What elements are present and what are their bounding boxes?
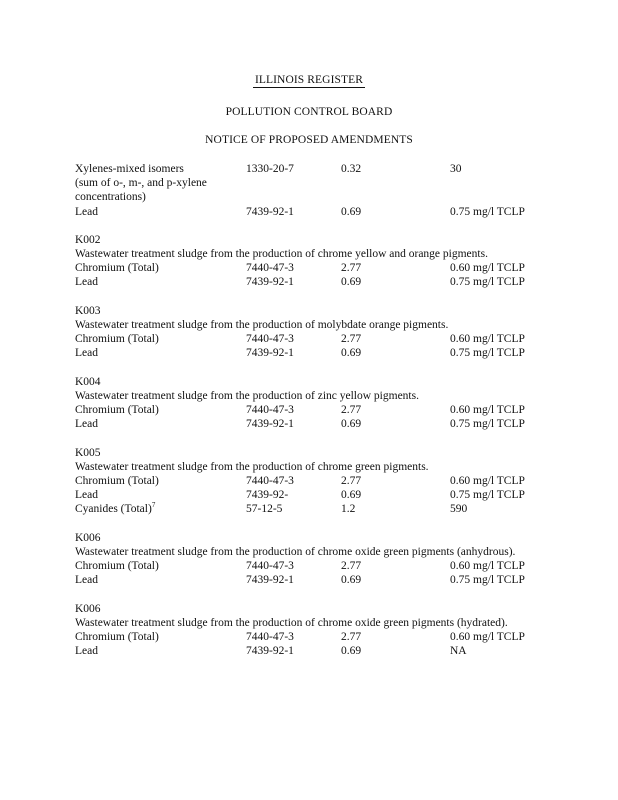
wastewater-standard: 0.69 <box>341 347 362 359</box>
wastewater-standard: 1.2 <box>341 503 356 515</box>
wastewater-standard: 2.77 <box>341 475 362 487</box>
wastewater-standard: 2.77 <box>341 262 362 274</box>
nonwastewater-standard: 0.60 mg/l TCLP <box>450 333 525 345</box>
wastewater-standard: 2.77 <box>341 560 362 572</box>
nonwastewater-standard: NA <box>450 645 467 657</box>
nonwastewater-standard: 0.60 mg/l TCLP <box>450 404 525 416</box>
cas-number: 7439-92-1 <box>246 347 294 359</box>
constituent-name: Lead <box>75 574 98 586</box>
cas-number: 1330-20-7 <box>246 163 294 175</box>
wastewater-standard: 0.69 <box>341 645 362 657</box>
waste-code: K006 <box>75 532 101 544</box>
waste-description: Wastewater treatment sludge from the production of chrome oxide green pigments (hydrated). <box>75 617 508 629</box>
waste-description: Wastewater treatment sludge from the production of chrome green pigments. <box>75 461 429 473</box>
cas-number: 7439-92-1 <box>246 276 294 288</box>
constituent-name: Chromium (Total) <box>75 404 159 416</box>
constituent-name: Xylenes-mixed isomers <box>75 163 184 175</box>
wastewater-standard: 2.77 <box>341 333 362 345</box>
constituent-name-cont: (sum of o-, m-, and p-xylene <box>75 177 207 189</box>
register-title: ILLINOIS REGISTER <box>254 74 364 86</box>
waste-code: K005 <box>75 447 101 459</box>
waste-code: K004 <box>75 376 101 388</box>
nonwastewater-standard: 0.75 mg/l TCLP <box>450 347 525 359</box>
waste-description: Wastewater treatment sludge from the production of molybdate orange pigments. <box>75 319 449 331</box>
register-header <box>0 74 618 88</box>
wastewater-standard: 0.32 <box>341 163 362 175</box>
nonwastewater-standard: 0.75 mg/l TCLP <box>450 418 525 430</box>
nonwastewater-standard: 0.75 mg/l TCLP <box>450 489 525 501</box>
cas-number: 7439-92-1 <box>246 206 294 218</box>
cas-number: 7440-47-3 <box>246 631 294 643</box>
cas-number: 57-12-5 <box>246 503 283 515</box>
constituent-name: Lead <box>75 206 98 218</box>
waste-code: K003 <box>75 305 101 317</box>
constituent-name: Lead <box>75 418 98 430</box>
waste-description: Wastewater treatment sludge from the production of chrome oxide green pigments (anhydrous). <box>75 546 516 558</box>
cas-number: 7439-92-1 <box>246 574 294 586</box>
constituent-name: Lead <box>75 645 98 657</box>
nonwastewater-standard: 590 <box>450 503 468 515</box>
constituent-name-cont: concentrations) <box>75 191 146 203</box>
waste-code: K002 <box>75 234 101 246</box>
nonwastewater-standard: 0.75 mg/l TCLP <box>450 206 525 218</box>
constituent-name-with-footnote <box>75 503 155 516</box>
constituent-name: Lead <box>75 276 98 288</box>
nonwastewater-standard: 0.60 mg/l TCLP <box>450 262 525 274</box>
wastewater-standard: 0.69 <box>341 489 362 501</box>
cas-number: 7440-47-3 <box>246 404 294 416</box>
nonwastewater-standard: 0.75 mg/l TCLP <box>450 574 525 586</box>
cas-number: 7439-92-1 <box>246 645 294 657</box>
nonwastewater-standard: 30 <box>450 163 462 175</box>
constituent-name: Chromium (Total) <box>75 262 159 274</box>
cas-number: 7440-47-3 <box>246 262 294 274</box>
constituent-name: Lead <box>75 489 98 501</box>
constituent-name: Chromium (Total) <box>75 475 159 487</box>
wastewater-standard: 2.77 <box>341 404 362 416</box>
waste-description: Wastewater treatment sludge from the production of zinc yellow pigments. <box>75 390 419 402</box>
cas-number: 7440-47-3 <box>246 560 294 572</box>
board-title: POLLUTION CONTROL BOARD <box>225 106 393 118</box>
constituent-name: Chromium (Total) <box>75 560 159 572</box>
nonwastewater-standard: 0.60 mg/l TCLP <box>450 475 525 487</box>
wastewater-standard: 0.69 <box>341 206 362 218</box>
wastewater-standard: 0.69 <box>341 574 362 586</box>
cas-number: 7439-92-1 <box>246 418 294 430</box>
constituent-name: Chromium (Total) <box>75 333 159 345</box>
constituent-name: Chromium (Total) <box>75 631 159 643</box>
nonwastewater-standard: 0.60 mg/l TCLP <box>450 631 525 643</box>
wastewater-standard: 0.69 <box>341 418 362 430</box>
constituent-name: Cyanides (Total) <box>75 503 152 515</box>
nonwastewater-standard: 0.75 mg/l TCLP <box>450 276 525 288</box>
wastewater-standard: 2.77 <box>341 631 362 643</box>
notice-title: NOTICE OF PROPOSED AMENDMENTS <box>205 134 413 146</box>
cas-number: 7440-47-3 <box>246 475 294 487</box>
nonwastewater-standard: 0.60 mg/l TCLP <box>450 560 525 572</box>
waste-code: K006 <box>75 603 101 615</box>
waste-description: Wastewater treatment sludge from the production of chrome yellow and orange pigments. <box>75 248 488 260</box>
cas-number: 7439-92- <box>246 489 289 501</box>
footnote-marker: 7 <box>151 501 156 510</box>
constituent-name: Lead <box>75 347 98 359</box>
wastewater-standard: 0.69 <box>341 276 362 288</box>
cas-number: 7440-47-3 <box>246 333 294 345</box>
